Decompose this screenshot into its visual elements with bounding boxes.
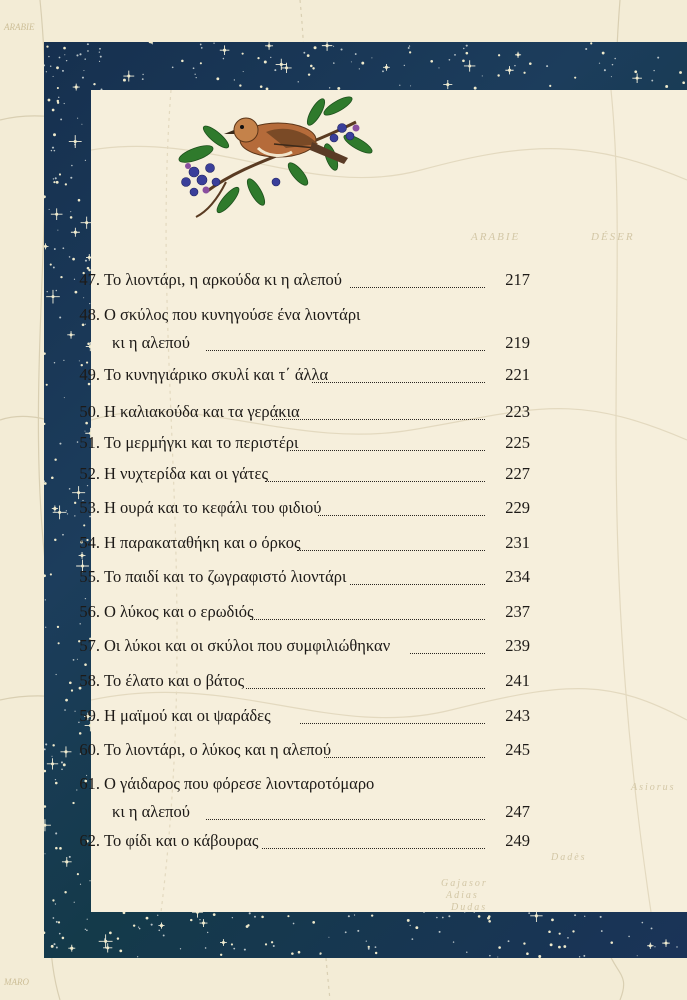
map-label-1: DÉSER [591,231,635,243]
toc-entry-58 [60,670,530,692]
toc-number: 55. [79,567,100,586]
toc-title: Η νυχτερίδα και οι γάτες [104,464,268,483]
map-label-0: ARABIE [4,22,35,32]
toc-entry-57 [60,635,530,657]
toc-entry-56 [60,601,530,623]
toc-leader-dots [262,834,485,849]
toc-number: 59. [79,706,100,725]
toc-page-number: 219 [505,333,530,352]
toc-page-number: 217 [505,270,530,289]
toc-leader-dots [250,605,485,620]
toc-title: Το κυνηγιάρικο σκυλί και τ΄ άλλα [104,365,329,384]
map-label-5: Asiorus [631,782,676,793]
toc-number: 57. [79,636,100,655]
toc-page-number: 249 [505,831,530,850]
map-label-7: MARO [4,977,29,987]
toc-entry-47 [60,269,530,291]
toc-leader-dots [265,467,485,482]
toc-entry-50 [60,401,530,423]
toc-number: 49. [79,365,100,384]
toc-page-number: 237 [505,602,530,621]
toc-number: 56. [79,602,100,621]
map-label-6: Dadès [551,852,587,863]
toc-leader-dots [206,336,485,351]
toc-entry-49 [60,364,530,386]
toc-title: Ο σκύλος που κυνηγούσε ένα λιοντάρι [104,305,361,324]
toc-number: 53. [79,498,100,517]
toc-entry-55 [60,566,530,588]
toc-leader-dots [206,805,485,820]
toc-number: 61. [79,774,100,793]
toc-entry-54 [60,532,530,554]
toc-page-number: 227 [505,464,530,483]
toc-entry-53 [60,497,530,519]
toc-number: 47. [79,270,100,289]
map-label-3: Gajasor [441,878,488,889]
toc-page-number: 229 [505,498,530,517]
toc-number: 54. [79,533,100,552]
toc-title: Το παιδί και το ζωγραφιστό λιοντάρι [104,567,347,586]
toc-number: 48. [79,305,100,324]
toc-title: Η καλιακούδα και τα γεράκια [104,402,300,421]
toc-title: Το φίδι και ο κάβουρας [104,831,259,850]
toc-page-number: 231 [505,533,530,552]
toc-leader-dots [272,405,485,420]
toc-title-line2: κι η αλεπού [112,802,190,821]
toc-page-number: 243 [505,706,530,725]
toc-number: 50. [79,402,100,421]
toc-title: Η μαϊμού και οι ψαράδες [104,706,271,725]
toc-title-line2: κι η αλεπού [112,333,190,352]
toc-number: 52. [79,464,100,483]
toc-leader-dots [312,368,485,383]
toc-entry-62 [60,830,530,852]
toc-page-number: 245 [505,740,530,759]
toc-leader-dots [290,436,485,451]
toc-leader-dots [324,743,485,758]
toc-page-number: 247 [505,802,530,821]
toc-page-number: 241 [505,671,530,690]
toc-leader-dots [318,501,485,516]
toc-entry-59 [60,705,530,727]
toc-entry-continuation [60,801,530,823]
toc-entry-continuation [60,332,530,354]
toc-leader-dots [410,639,485,654]
toc-title: Το λιοντάρι, η αρκούδα κι η αλεπού [104,270,342,289]
toc-title: Ο λύκος και ο ερωδιός [104,602,254,621]
toc-page-number: 234 [505,567,530,586]
map-label-4: Dudas [451,902,488,912]
toc-page-number: 221 [505,365,530,384]
map-label-0b: ARABIE [471,231,521,243]
toc-number: 60. [79,740,100,759]
toc-entry-48 [60,304,530,352]
toc-number: 51. [79,433,100,452]
toc-leader-dots [297,536,485,551]
toc-page-number: 225 [505,433,530,452]
toc-leader-dots [350,273,485,288]
toc-leader-dots [246,674,485,689]
toc-title: Το λιοντάρι, ο λύκος και η αλεπού [104,740,332,759]
bird-on-berry-branch-icon [166,82,376,222]
toc-title: Η παρακαταθήκη και ο όρκος [104,533,301,552]
toc-entry-60 [60,739,530,761]
map-label-2: Adias [446,890,479,901]
toc-leader-dots [350,570,485,585]
toc-number: 58. [79,671,100,690]
toc-title: Ο γάιδαρος που φόρεσε λιονταροτόμαρο [104,774,375,793]
toc-leader-dots [300,709,485,724]
toc-title: Οι λύκοι και οι σκύλοι που συμφιλιώθηκαν [104,636,391,655]
toc-title: Το έλατο και ο βάτος [104,671,245,690]
toc-page-number: 223 [505,402,530,421]
toc-entry-61 [60,773,530,821]
toc-title: Το μερμήγκι και το περιστέρι [104,433,299,452]
toc-entry-52 [60,463,530,485]
toc-number: 62. [79,831,100,850]
toc-entry-51 [60,432,530,454]
toc-page-number: 239 [505,636,530,655]
toc-title: Η ουρά και το κεφάλι του φιδιού [104,498,322,517]
